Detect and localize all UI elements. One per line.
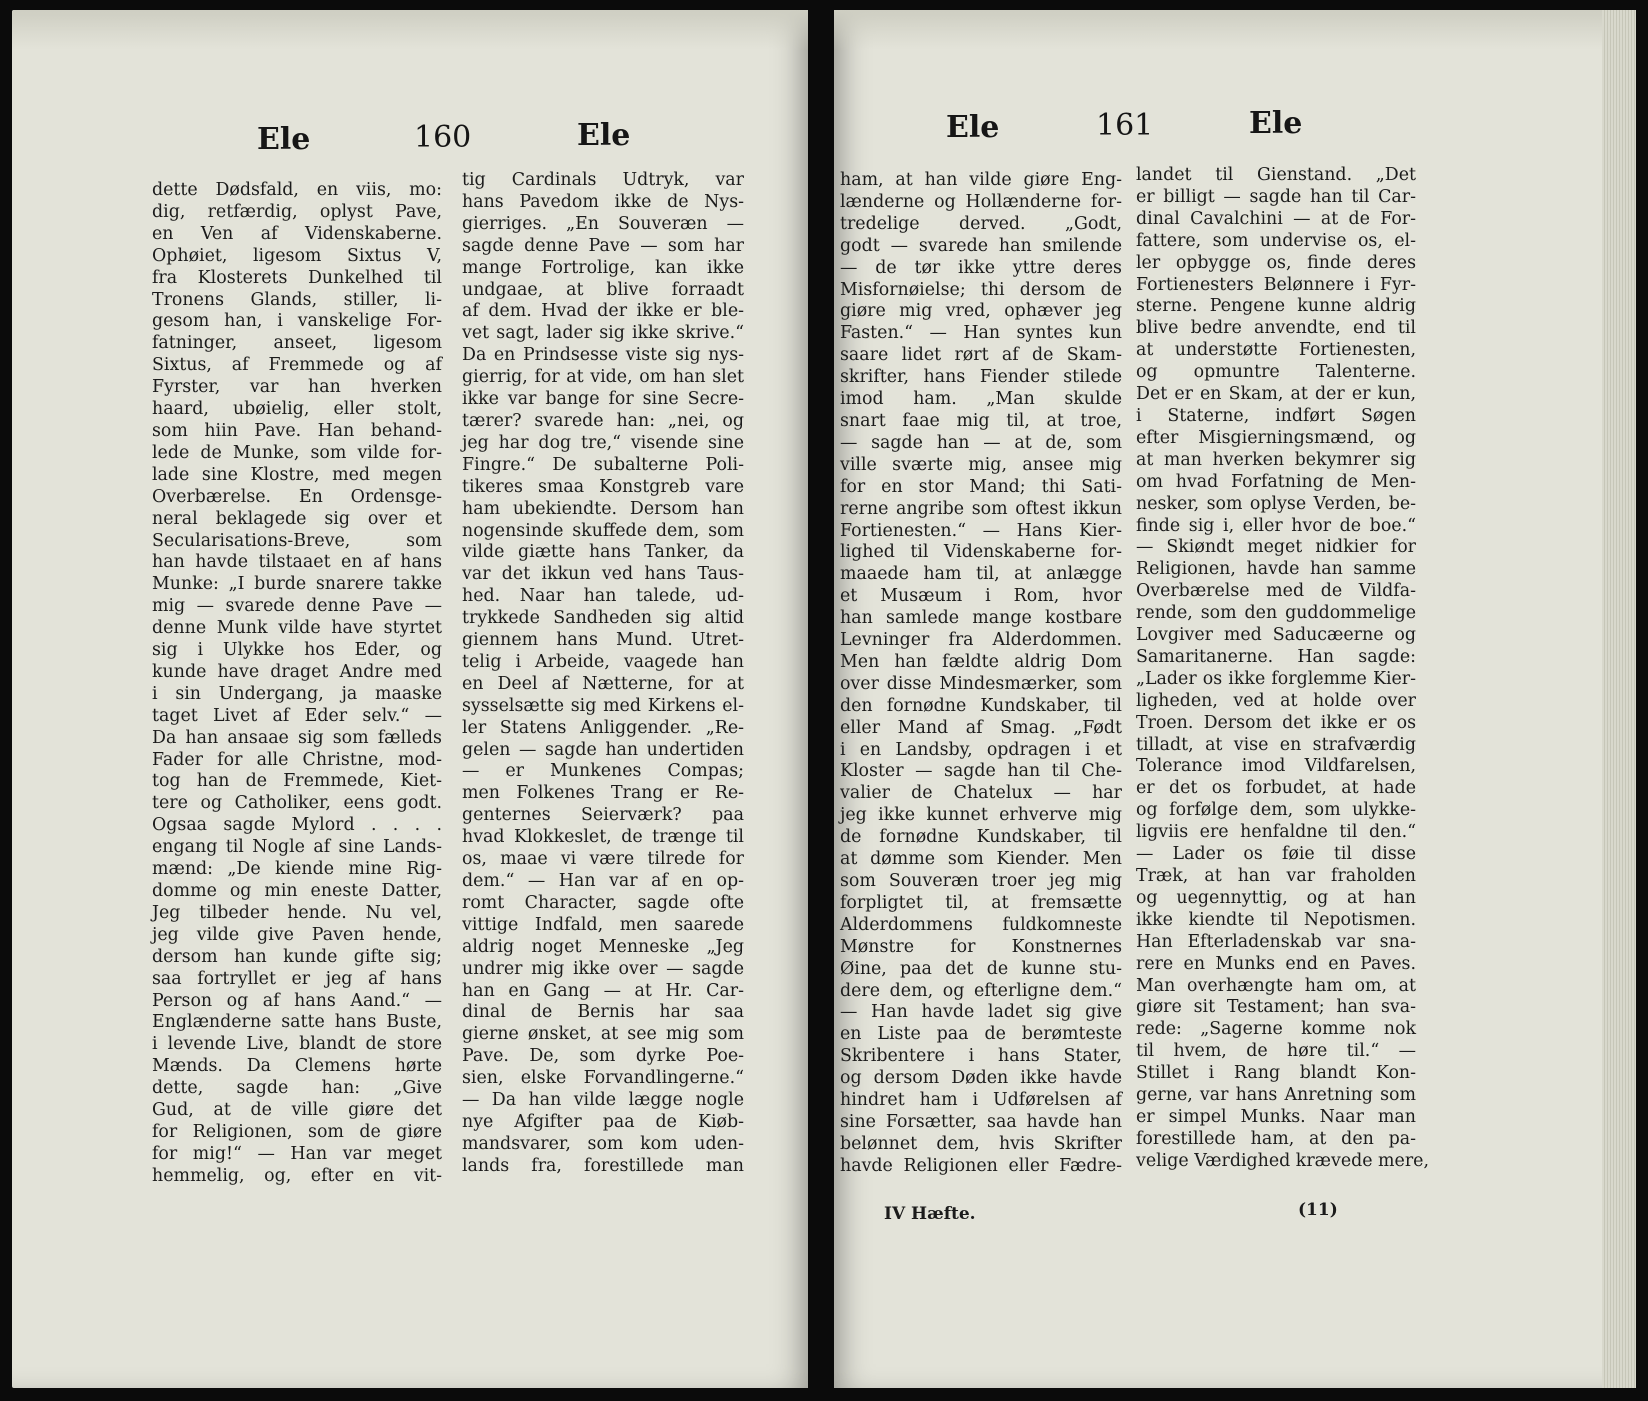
text-line: hemmelig, og, efter en vit- — [152, 1165, 442, 1186]
text-line: velige Værdighed krævede mere, — [1136, 1150, 1429, 1171]
text-column-2 — [1136, 165, 1429, 1173]
text-line: — de tør ikke yttre deres — [840, 257, 1122, 278]
text-line: lede de Munke, som vilde for- — [152, 442, 442, 463]
text-line: Skribentere i hans Stater, — [840, 1046, 1122, 1067]
text-line: Alderdommens fuldkomneste — [840, 914, 1122, 935]
text-line: — sagde han — at de, som — [840, 432, 1122, 453]
text-line: vilde giætte hans Tanker, da — [462, 542, 744, 563]
text-line: Gud, at de ville giøre det — [152, 1100, 442, 1121]
page-shadow — [834, 10, 1636, 50]
text-line: sine Forsætter, saa havde han — [840, 1111, 1122, 1132]
text-line: Englænderne satte hans Buste, — [152, 1012, 442, 1033]
text-line: i en Landsby, opdragen i et — [840, 739, 1122, 760]
signature-mark: IV Hæfte. — [884, 1204, 976, 1224]
text-line: nogensinde skuffede dem, som — [462, 520, 744, 541]
text-line: Men han fældte aldrig Dom — [840, 651, 1122, 672]
page-edges — [1602, 10, 1636, 1388]
text-line: ikke kiendte til Nepotismen. — [1136, 909, 1416, 930]
text-line: ler Statens Anliggender. „Re- — [462, 717, 744, 738]
text-line: over disse Mindesmærker, som — [840, 673, 1122, 694]
text-line: imod ham. „Man skulde — [840, 389, 1122, 410]
text-line: som hiin Pave. Han behand- — [152, 420, 442, 441]
text-line: telig i Arbeide, vaagede han — [462, 651, 744, 672]
text-line: landet til Gienstand. „Det — [1136, 165, 1416, 185]
text-line: Troen. Dersom det ikke er os — [1136, 712, 1416, 733]
text-line: om hvad Forfatning de Men- — [1136, 471, 1416, 492]
text-line: trykkede Sandheden sig altid — [462, 608, 744, 629]
text-line: Ogsaa sagde Mylord . . . . — [152, 815, 442, 836]
text-line: ham ubekiendte. Dersom han — [462, 498, 744, 519]
text-line: havde Religionen eller Fædre- — [840, 1155, 1122, 1176]
text-line: dem.“ — Han var af en op- — [462, 871, 744, 891]
text-line: mænd: „De kiende mine Rig- — [152, 859, 442, 880]
text-line: tilladt, at vise en strafværdig — [1136, 734, 1416, 755]
text-line: dinal Cavalchini — at de For- — [1136, 208, 1416, 229]
page-number: 160 — [414, 120, 472, 155]
text-line: giennem hans Mund. Utret- — [462, 630, 744, 651]
text-line: Fyrster, var han hverken — [152, 377, 442, 398]
text-line: Overbærelse. En Ordensge- — [152, 486, 442, 507]
text-line: undrer mig ikke over — sagde — [462, 958, 744, 979]
running-head-right: Ele — [577, 118, 631, 153]
text-line: dette, sagde han: „Give — [152, 1078, 442, 1099]
text-line: er det os forbudet, at hade — [1136, 778, 1416, 799]
text-line: men Folkenes Trang er Re- — [462, 783, 744, 804]
text-line: hed. Naar han talede, ud- — [462, 586, 744, 607]
text-line: lænderne og Hollænderne for- — [840, 191, 1122, 212]
text-line: lade sine Klostre, med megen — [152, 464, 442, 485]
text-line: Pave. De, som dyrke Poe- — [462, 1046, 744, 1067]
text-line: han en Gang — at Hr. Car- — [462, 980, 744, 1001]
text-line: som Souveræn troer jeg mig — [840, 871, 1122, 891]
text-line: et Musæum i Rom, hvor — [840, 586, 1122, 607]
text-line: giøre mig vred, ophæver jeg — [840, 301, 1122, 322]
text-line: tig Cardinals Udtryk, var — [462, 170, 744, 190]
text-line: sagde denne Pave — som har — [462, 235, 744, 256]
text-line: rede: „Sagerne komme nok — [1136, 1019, 1416, 1040]
text-line: den fornødne Kundskaber, til — [840, 695, 1122, 716]
text-line: og opmuntre Talenterne. — [1136, 362, 1416, 383]
text-line: — Lader os føie til disse — [1136, 844, 1416, 865]
text-line: Person og af hans Aand.“ — — [152, 990, 442, 1011]
text-line: — Da han vilde lægge nogle — [462, 1090, 744, 1111]
text-line: de fornødne Kundskaber, til — [840, 827, 1122, 848]
text-line: Levninger fra Alderdommen. — [840, 630, 1122, 651]
text-line: Tolerance imod Vildfarelsen, — [1136, 756, 1416, 777]
text-line: Da en Prindsesse viste sig nys- — [462, 345, 744, 366]
text-line: for en stor Mand; thi Sati- — [840, 476, 1122, 497]
text-line: han samlede mange kostbare — [840, 608, 1122, 629]
text-line: gierrig, for at vide, om han slet — [462, 367, 744, 388]
text-line: i Staterne, indført Søgen — [1136, 405, 1416, 426]
text-line: gierne ønsket, at see mig som — [462, 1024, 744, 1045]
text-column-1 — [152, 180, 442, 1188]
text-line: sterne. Pengene kunne aldrig — [1136, 296, 1416, 317]
text-line: sysselsætte sig med Kirkens el- — [462, 695, 744, 716]
text-line: Fader for alle Christne, mod- — [152, 749, 442, 770]
text-line: Secularisations-Breve, som — [152, 530, 442, 551]
text-line: ikke var bange for sine Secre- — [462, 389, 744, 410]
left-page — [12, 10, 808, 1388]
text-line: forestillede ham, at den pa- — [1136, 1128, 1416, 1149]
text-line: genternes Seierværk? paa — [462, 805, 744, 826]
text-line: en Ven af Videnskaberne. — [152, 223, 442, 244]
text-line: hvad Klokkeslet, de trænge til — [462, 827, 744, 848]
text-line: Det er en Skam, at der er kun, — [1136, 384, 1416, 405]
running-head-left: Ele — [946, 110, 1000, 145]
book-gutter — [808, 10, 834, 1388]
text-line: vet sagt, lader sig ikke skrive.“ — [462, 323, 744, 344]
text-line: domme og min eneste Datter, — [152, 881, 442, 901]
text-line: os, maae vi være tilrede for — [462, 849, 744, 870]
text-line: gierriges. „En Souveræn — — [462, 213, 744, 234]
text-line: Mønstre for Konstnernes — [840, 936, 1122, 957]
text-line: Stillet i Rang blandt Kon- — [1136, 1063, 1416, 1084]
text-line: en Liste paa de berømteste — [840, 1024, 1122, 1045]
text-line: godt — svarede han smilende — [840, 235, 1122, 256]
text-line: tere og Catholiker, eens godt. — [152, 793, 442, 814]
text-line: hindret ham i Udførelsen af — [840, 1090, 1122, 1111]
page-number: 161 — [1096, 108, 1154, 143]
text-line: dinal de Bernis har saa — [462, 1002, 744, 1023]
text-line: fra Klosterets Dunkelhed til — [152, 267, 442, 288]
text-line: Jeg tilbeder hende. Nu vel, — [152, 902, 442, 923]
text-line: gesom han, i vanskelige For- — [152, 311, 442, 332]
text-line: dig, retfærdig, oplyst Pave, — [152, 201, 442, 222]
text-line: Mænds. Da Clemens hørte — [152, 1056, 442, 1077]
text-line: vittige Indfald, men saarede — [462, 914, 744, 935]
text-line: og uegennyttig, og at han — [1136, 887, 1416, 908]
text-line: rende, som den guddommelige — [1136, 603, 1416, 624]
text-line: jeg har dog tre,“ visende sine — [462, 432, 744, 453]
text-line: ligheden, ved at holde over — [1136, 690, 1416, 711]
text-line: dere dem, og efterligne dem.“ — [840, 980, 1122, 1001]
text-line: Fingre.“ De subalterne Poli- — [462, 454, 744, 475]
text-line: jeg vilde give Paven hende, — [152, 924, 442, 945]
text-line: hans Pavedom ikke de Nys- — [462, 191, 744, 212]
text-line: Fortienesten.“ — Hans Kier- — [840, 520, 1122, 541]
text-line: en Deel af Nætterne, for at — [462, 673, 744, 694]
text-line: i sin Undergang, ja maaske — [152, 683, 442, 704]
text-line: dersom han kunde gifte sig; — [152, 946, 442, 967]
text-line: lands fra, forestillede man — [462, 1155, 744, 1176]
text-line: aldrig noget Menneske „Jeg — [462, 936, 744, 957]
text-line: tærer? svarede han: „nei, og — [462, 410, 744, 431]
text-line: Overbærelse med de Vildfa- — [1136, 581, 1416, 602]
text-line: og forfølge dem, som ulykke- — [1136, 800, 1416, 821]
text-line: engang til Nogle af sine Lands- — [152, 837, 442, 858]
text-line: finde sig i, eller hvor de boe.“ — [1136, 515, 1416, 536]
text-column-1 — [840, 170, 1122, 1178]
text-line: lighed til Videnskaberne for- — [840, 542, 1122, 563]
text-line: fattere, som undervise os, el- — [1136, 230, 1416, 251]
running-head-left: Ele — [257, 122, 311, 157]
text-line: Kloster — sagde han til Che- — [840, 761, 1122, 782]
text-line: Tronens Glands, stiller, li- — [152, 289, 442, 310]
text-line: maaede ham til, at anlægge — [840, 564, 1122, 585]
text-line: neral beklagede sig over et — [152, 508, 442, 529]
text-line: er billigt — sagde han til Car- — [1136, 186, 1416, 207]
text-column-2 — [462, 170, 744, 1178]
text-line: at understøtte Fortienesten, — [1136, 340, 1416, 361]
text-line: Fortienesters Belønnere i Fyr- — [1136, 274, 1416, 295]
text-line: Ophøiet, ligesom Sixtus V, — [152, 245, 442, 266]
text-line: mandsvarer, som kom uden- — [462, 1133, 744, 1154]
text-line: Træk, at han var fraholden — [1136, 866, 1416, 886]
text-line: gerne, var hans Anretning som — [1136, 1085, 1416, 1106]
text-line: nesker, som oplyse Verden, be- — [1136, 493, 1416, 514]
text-line: ler opbygge os, finde deres — [1136, 252, 1416, 273]
text-line: mig — svarede denne Pave — — [152, 596, 442, 617]
sheet-number: (11) — [1298, 1200, 1338, 1220]
page-shadow — [12, 10, 808, 50]
text-line: mange Fortrolige, kan ikke — [462, 257, 744, 278]
text-line: at dømme som Kiender. Men — [840, 849, 1122, 870]
text-line: rere en Munks end en Paves. — [1136, 953, 1416, 974]
text-line: nye Afgifter paa de Kiøb- — [462, 1111, 744, 1132]
text-line: ham, at han vilde giøre Eng- — [840, 170, 1122, 190]
text-line: Samaritanerne. Han sagde: — [1136, 646, 1416, 667]
text-line: — Han havde ladet sig give — [840, 1002, 1122, 1023]
text-line: Da han ansaae sig som fælleds — [152, 727, 442, 748]
text-line: tog han de Fremmede, Kiet- — [152, 771, 442, 792]
text-line: valier de Chatelux — har — [840, 783, 1122, 804]
text-line: var det ikkun ved hans Taus- — [462, 564, 744, 585]
right-page — [834, 10, 1636, 1388]
text-line: for Religionen, som de giøre — [152, 1121, 442, 1142]
text-line: Øine, paa det de kunne stu- — [840, 958, 1122, 979]
text-line: efter Misgierningsmænd, og — [1136, 427, 1416, 448]
text-line: i levende Live, blandt de store — [152, 1034, 442, 1055]
text-line: Sixtus, af Fremmede og af — [152, 355, 442, 376]
text-line: sig i Ulykke hos Eder, og — [152, 640, 442, 661]
text-line: undgaae, at blive forraadt — [462, 279, 744, 300]
text-line: — er Munkenes Compas; — [462, 761, 744, 782]
text-line: saa fortryllet er jeg af hans — [152, 968, 442, 989]
text-line: giøre sit Testament; han sva- — [1136, 997, 1416, 1018]
text-line: ville sværte mig, ansee mig — [840, 454, 1122, 475]
text-line: — Skiøndt meget nidkier for — [1136, 537, 1416, 558]
text-line: Munke: „I burde snarere takke — [152, 574, 442, 595]
text-line: saare lidet rørt af de Skam- — [840, 345, 1122, 366]
text-line: fatninger, anseet, ligesom — [152, 333, 442, 354]
text-line: Man overhængte ham om, at — [1136, 975, 1416, 996]
text-line: til hvem, de høre til.“ — — [1136, 1041, 1416, 1062]
text-line: af dem. Hvad der ikke er ble- — [462, 301, 744, 322]
text-line: for mig!“ — Han var meget — [152, 1143, 442, 1164]
text-line: eller Mand af Smag. „Født — [840, 717, 1122, 738]
text-line: kunde have draget Andre med — [152, 661, 442, 682]
text-line: er simpel Munks. Naar man — [1136, 1106, 1416, 1127]
text-line: skrifter, hans Fiender stilede — [840, 367, 1122, 388]
text-line: Lovgiver med Saducæerne og — [1136, 625, 1416, 646]
text-line: tikeres smaa Konstgreb vare — [462, 476, 744, 497]
text-line: tredelige derved. „Godt, — [840, 213, 1122, 234]
running-head-right: Ele — [1249, 106, 1303, 141]
text-line: rerne angribe som oftest ikkun — [840, 498, 1122, 519]
text-line: Fasten.“ — Han syntes kun — [840, 323, 1122, 344]
text-line: jeg ikke kunnet erhverve mig — [840, 805, 1122, 826]
text-line: haard, ubøielig, eller stolt, — [152, 399, 442, 420]
text-line: taget Livet af Eder selv.“ — — [152, 705, 442, 726]
text-line: romt Character, sagde ofte — [462, 892, 744, 913]
text-line: ligviis ere henfaldne til den.“ — [1136, 822, 1416, 843]
text-line: han havde tilstaaet en af hans — [152, 552, 442, 573]
text-line: blive bedre anvendte, end til — [1136, 318, 1416, 339]
text-line: dette Dødsfald, en viis, mo: — [152, 180, 442, 200]
text-line: Misfornøielse; thi dersom de — [840, 279, 1122, 300]
text-line: og dersom Døden ikke havde — [840, 1068, 1122, 1089]
text-line: Religionen, havde han samme — [1136, 559, 1416, 580]
text-line: Han Efterladenskab var sna- — [1136, 931, 1416, 952]
text-line: forpligtet til, at fremsætte — [840, 892, 1122, 913]
text-line: gelen — sagde han undertiden — [462, 739, 744, 760]
text-line: denne Munk vilde have styrtet — [152, 618, 442, 639]
text-line: snart faae mig til, at troe, — [840, 410, 1122, 431]
text-line: sien, elske Forvandlingerne.“ — [462, 1068, 744, 1089]
text-line: belønnet dem, hvis Skrifter — [840, 1133, 1122, 1154]
text-line: „Lader os ikke forglemme Kier- — [1136, 668, 1416, 689]
text-line: at man hverken bekymrer sig — [1136, 449, 1416, 470]
